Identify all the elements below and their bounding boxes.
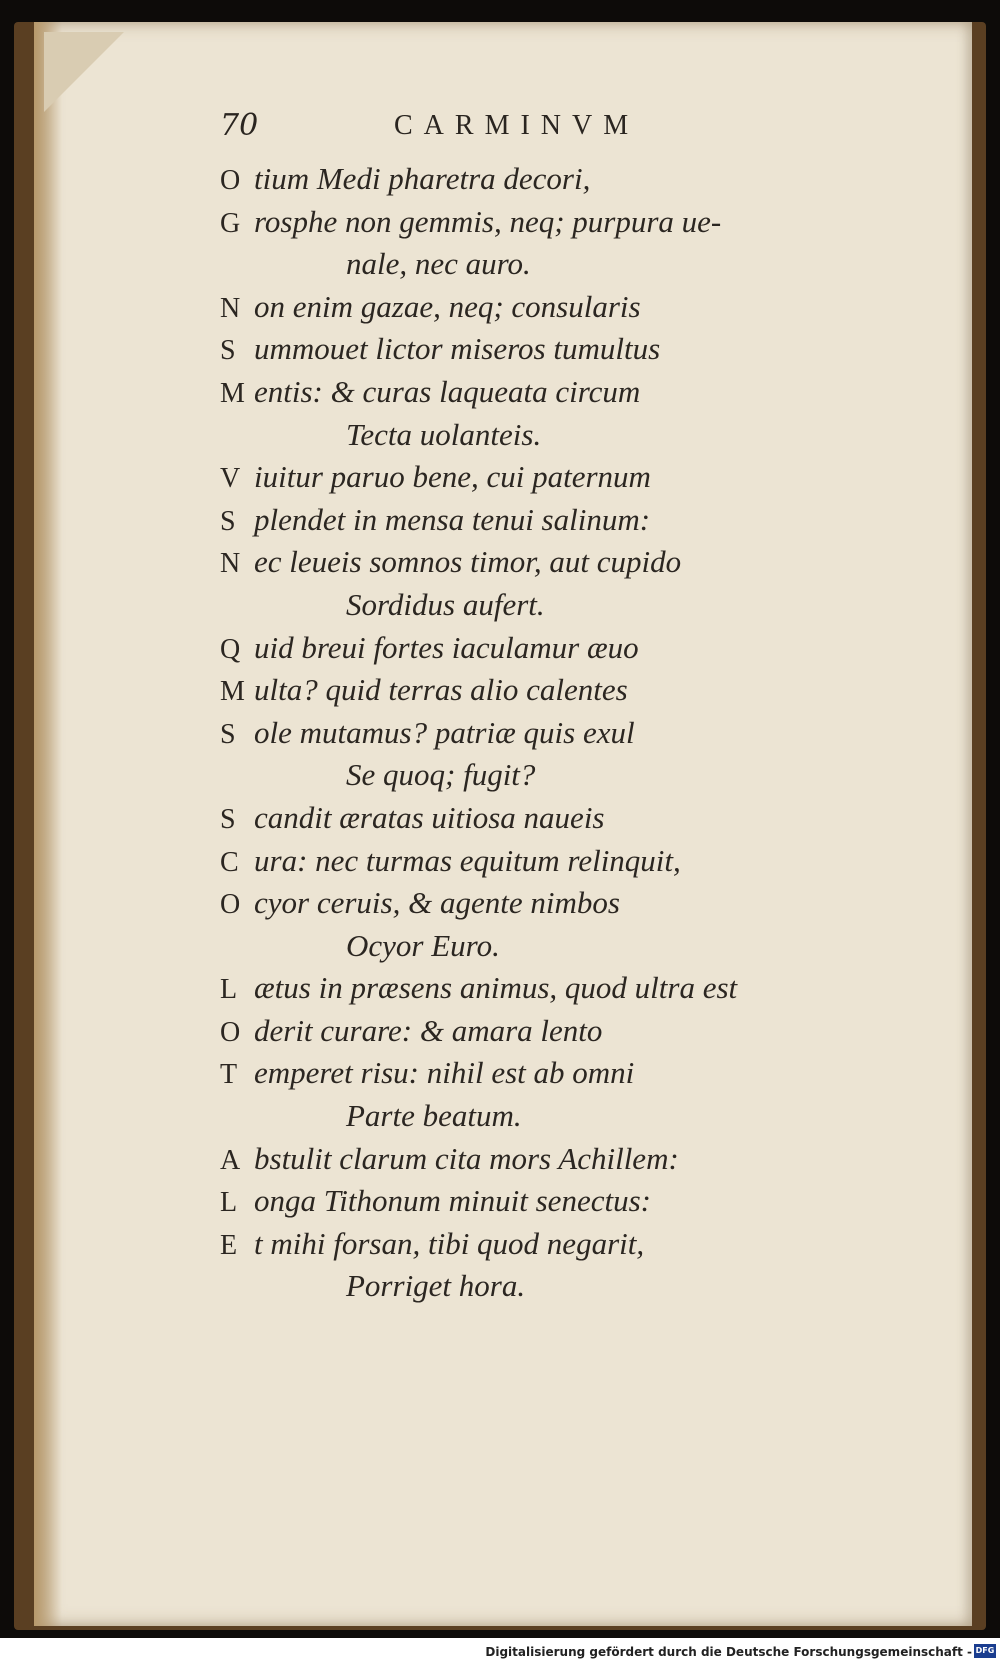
folded-corner — [44, 32, 124, 112]
verse-text: bstulit clarum cita mors Achillem: — [254, 1140, 679, 1176]
verse-text: derit curare: & amara lento — [254, 1012, 603, 1048]
verse-initial: E — [220, 1229, 238, 1261]
verse-line — [220, 584, 760, 627]
verse-initial: S — [220, 335, 236, 367]
verse-line — [220, 541, 760, 584]
verse-initial: G — [220, 207, 241, 239]
verse-line — [220, 243, 760, 286]
verse-text: entis: & curas laqueata circum — [254, 373, 641, 409]
verse-text: ole mutamus? patriæ quis exul — [254, 714, 635, 750]
verse-line — [220, 158, 760, 201]
verse-line — [220, 414, 760, 457]
verse-initial: A — [220, 1144, 241, 1176]
verse-line — [220, 797, 760, 840]
verse-line — [220, 840, 760, 883]
verse-text: candit æratas uitiosa naueis — [254, 799, 605, 835]
verse-line — [220, 669, 760, 712]
verse-text: ura: nec turmas equitum relinquit, — [254, 842, 681, 878]
verse-text: cyor ceruis, & agente nimbos — [254, 885, 620, 921]
verse-line — [220, 1052, 760, 1095]
verse-text: Se quoq; fugit? — [346, 757, 536, 793]
page-header — [220, 108, 780, 148]
verse-line — [220, 1265, 760, 1308]
verse-initial: S — [220, 803, 236, 835]
verse-text: ummouet lictor miseros tumultus — [254, 331, 661, 367]
verse-text: emperet risu: nihil est ab omni — [254, 1055, 635, 1091]
verse-text: ulta? quid terras alio calentes — [254, 672, 628, 708]
verse-initial: Q — [220, 633, 241, 665]
verse-text: t mihi forsan, tibi quod negarit, — [254, 1225, 645, 1261]
verse-text: Tecta uolanteis. — [346, 416, 542, 452]
verse-line — [220, 286, 760, 329]
verse-line — [220, 1180, 760, 1223]
verse-initial: S — [220, 505, 236, 537]
footer-credit: Digitalisierung gefördert durch die Deutsche Forschungsgemeinschaft - — [485, 1645, 972, 1659]
verse-line — [220, 1095, 760, 1138]
verse-initial: N — [220, 548, 241, 580]
verse-line — [220, 1223, 760, 1266]
verse-initial: O — [220, 889, 241, 921]
verse-initial: M — [220, 377, 245, 409]
verse-text: nale, nec auro. — [346, 246, 531, 282]
verse-line — [220, 456, 760, 499]
verse-text: ec leueis somnos timor, aut cupido — [254, 544, 682, 580]
verse-line — [220, 328, 760, 371]
verse-initial: O — [220, 165, 241, 196]
digitization-footer — [0, 1638, 1000, 1669]
verse-text: Parte beatum. — [346, 1098, 522, 1134]
verse-initial: V — [220, 463, 241, 495]
verse-initial: N — [220, 292, 241, 324]
verse-initial: S — [220, 718, 236, 750]
verse-initial: L — [220, 1187, 238, 1219]
verse-text: Ocyor Euro. — [346, 927, 500, 963]
verse-text: tium Medi pharetra decori, — [254, 161, 591, 196]
verse-initial: O — [220, 1016, 241, 1048]
verse-line — [220, 627, 760, 670]
verse-text: plendet in mensa tenui salinum: — [254, 501, 651, 537]
verse-text: rosphe non gemmis, neq; purpura ue- — [254, 203, 722, 239]
verse-text: uid breui fortes iaculamur æuo — [254, 629, 639, 665]
verse-line — [220, 1010, 760, 1053]
verse-initial: L — [220, 974, 238, 1006]
page-number: 70 — [220, 108, 259, 143]
verse-line — [220, 967, 760, 1010]
verse-text: iuitur paruo bene, cui paternum — [254, 459, 651, 495]
verse-line — [220, 925, 760, 968]
verse-text: on enim gazae, neq; consularis — [254, 288, 641, 324]
verse-initial: T — [220, 1059, 238, 1091]
verse-block — [220, 158, 760, 1308]
verse-line — [220, 712, 760, 755]
running-head: CARMINVM — [394, 110, 640, 141]
verse-text: Sordidus aufert. — [346, 586, 545, 622]
verse-initial: M — [220, 676, 245, 708]
verse-line — [220, 1138, 760, 1181]
page-gutter — [34, 22, 62, 1626]
verse-line — [220, 201, 760, 244]
verse-text: onga Tithonum minuit senectus: — [254, 1183, 651, 1219]
dfg-logo: DFG — [974, 1644, 996, 1658]
verse-text: Porriget hora. — [346, 1268, 526, 1304]
verse-line — [220, 882, 760, 925]
verse-line — [220, 499, 760, 542]
verse-line — [220, 371, 760, 414]
verse-line — [220, 754, 760, 797]
verse-initial: C — [220, 846, 239, 878]
verse-text: ætus in præsens animus, quod ultra est — [254, 970, 738, 1006]
